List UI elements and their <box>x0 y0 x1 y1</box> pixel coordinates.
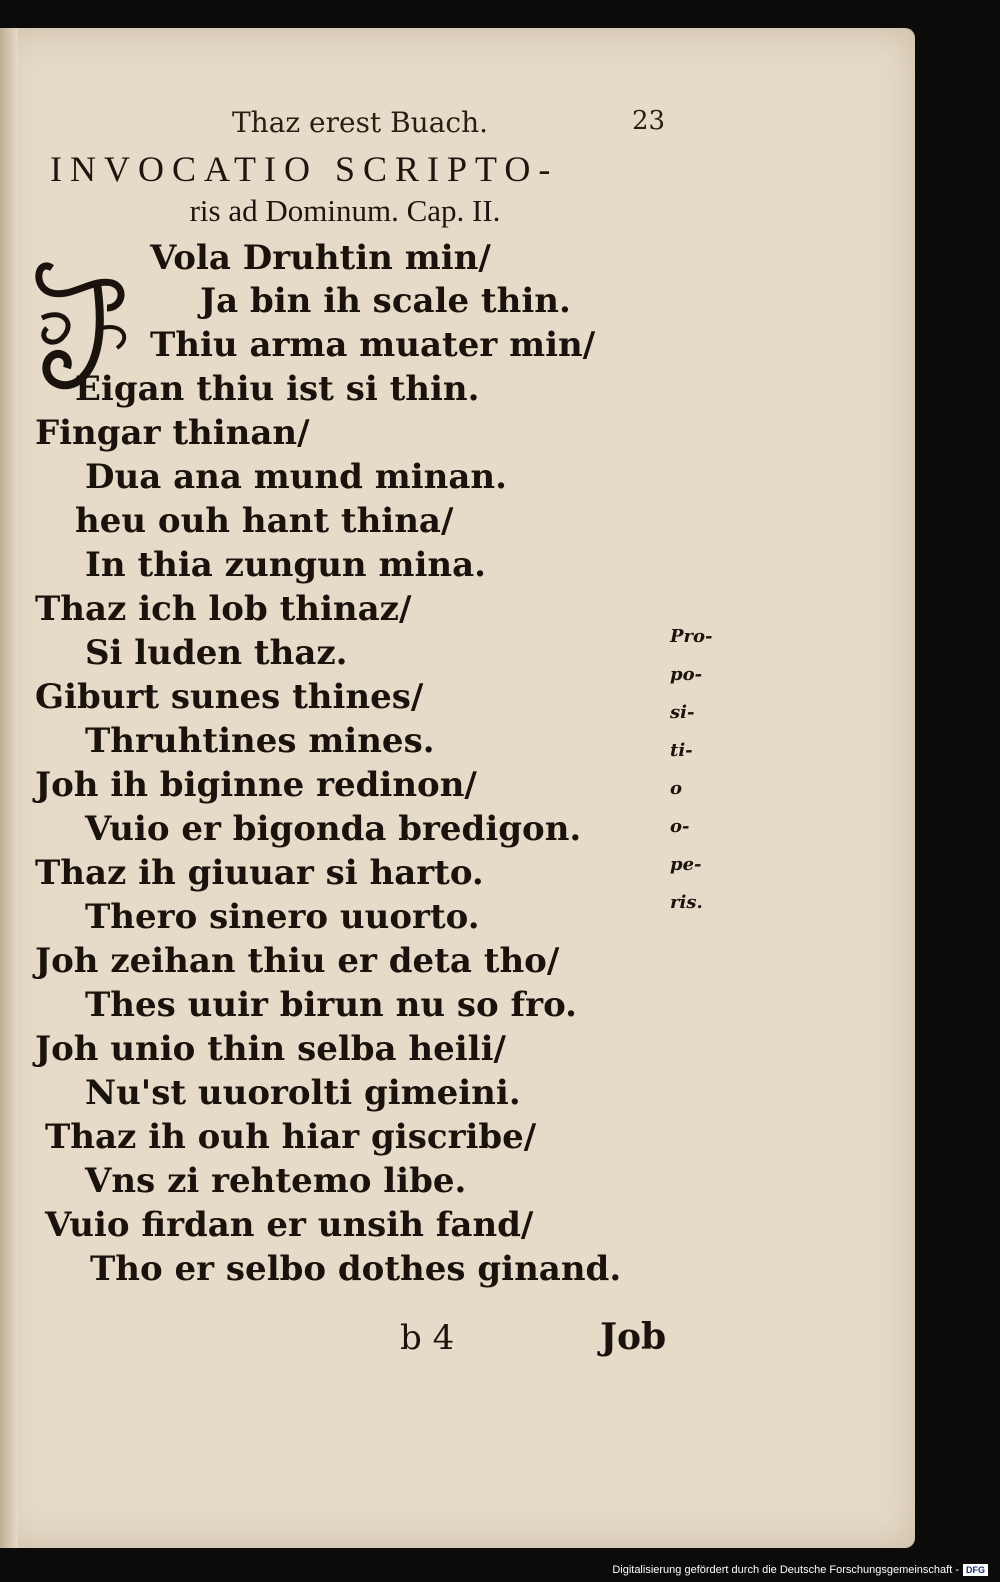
page-gutter-edge <box>0 28 18 1548</box>
digitization-credit <box>612 1564 988 1576</box>
poem-line: Joh unio thin selba heili/ <box>35 1029 506 1069</box>
poem-line: Si luden thaz. <box>85 633 348 673</box>
margin-note-line: ti- <box>670 740 693 761</box>
chapter-title-line-1: INVOCATIO SCRIPTO- <box>50 149 559 189</box>
poem-line: Nu'st uuorolti gimeini. <box>85 1073 521 1113</box>
poem-line: Eigan thiu ist si thin. <box>75 369 480 409</box>
poem-line: Giburt sunes thines/ <box>35 677 424 717</box>
poem-line: Dua ana mund minan. <box>85 457 507 497</box>
poem-line: Joh ih biginne redinon/ <box>35 765 477 805</box>
poem-line: Joh zeihan thiu er deta tho/ <box>35 941 560 981</box>
running-head: Thaz erest Buach. <box>231 106 489 139</box>
chapter-title-line-2: ris ad Dominum. Cap. II. <box>189 193 501 228</box>
catchword: Job <box>600 1316 667 1358</box>
poem-line: Vns zi rehtemo libe. <box>85 1161 467 1201</box>
margin-note-line: Pro- <box>670 626 713 647</box>
poem-line: Thero sinero uuorto. <box>85 897 480 937</box>
margin-note-line: o <box>670 778 683 799</box>
poem-line: heu ouh hant thina/ <box>75 501 454 541</box>
margin-note-line: ris. <box>670 892 703 913</box>
poem-line: Thiu arma muater min/ <box>150 325 596 365</box>
dfg-logo: DFG <box>963 1564 988 1576</box>
poem-line: Thaz ih ouh hiar giscribe/ <box>45 1117 537 1157</box>
poem-line: Thruhtines mines. <box>85 721 435 761</box>
poem-line: In thia zungun mina. <box>85 545 486 585</box>
poem-line: Fingar thinan/ <box>35 413 310 453</box>
margin-note-line: pe- <box>670 854 702 875</box>
poem-line: Ja bin ih scale thin. <box>200 281 571 321</box>
poem-line: Thaz ich lob thinaz/ <box>35 589 412 629</box>
poem-line: Thes uuir birun nu so fro. <box>85 985 578 1025</box>
margin-note-line: po- <box>670 664 703 685</box>
credit-text: Digitalisierung gefördert durch die Deutsche Forschungsgemeinschaft - <box>612 1564 959 1576</box>
poem-line: Tho er selbo dothes ginand. <box>90 1249 622 1289</box>
poem-line: Vuio er bigonda bredigon. <box>85 809 582 849</box>
poem-line: Thaz ih giuuar si harto. <box>35 853 484 893</box>
poem-line: Vola Druhtin min/ <box>150 238 491 278</box>
page-number: 23 <box>632 106 666 136</box>
book-page <box>0 28 915 1548</box>
margin-note-line: o- <box>670 816 690 837</box>
margin-note-line: si- <box>670 702 695 723</box>
poem-line: Vuio firdan er unsih fand/ <box>45 1205 534 1245</box>
signature-mark: b 4 <box>400 1318 455 1358</box>
